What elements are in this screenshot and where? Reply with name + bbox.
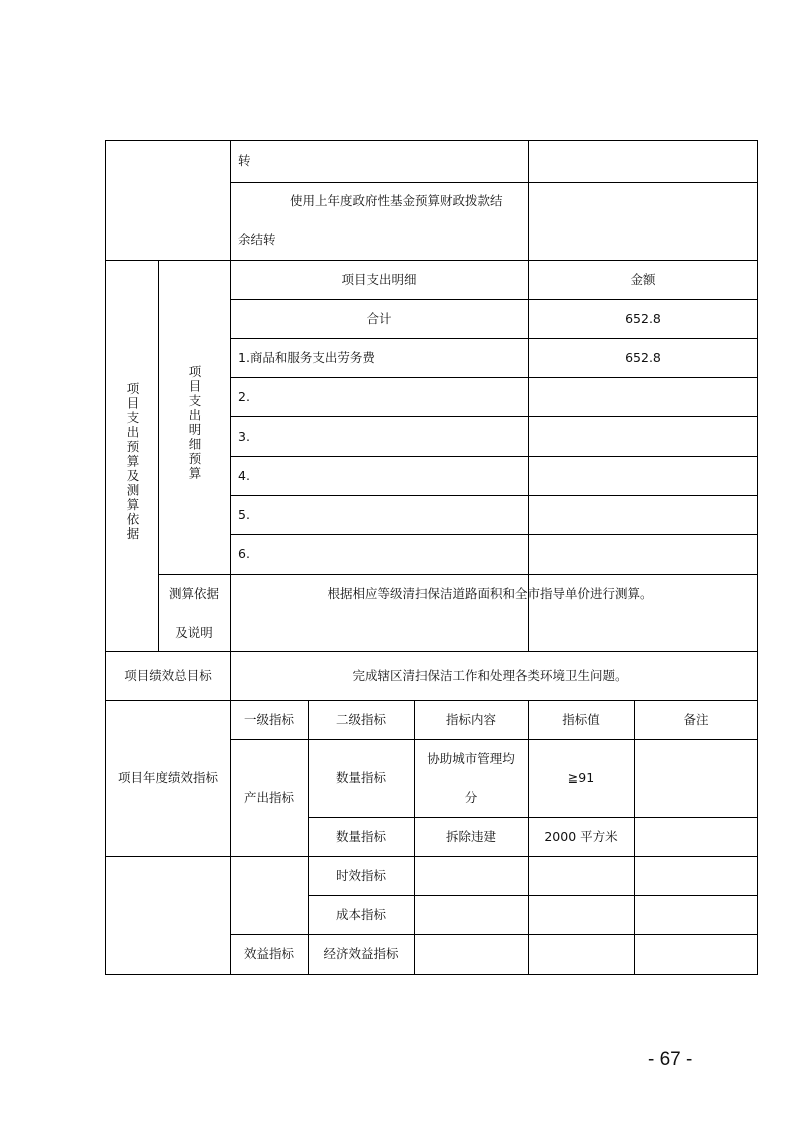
table-row-amount: 652.8 <box>625 350 661 365</box>
benefit-indicator-label: 效益指标 <box>243 946 295 961</box>
table-row-detail: 5. <box>238 507 250 522</box>
table-row-content-line1: 协助城市管理均 <box>427 751 515 766</box>
table-row-total-amount: 652.8 <box>625 311 661 326</box>
table-row-level2: 时效指标 <box>335 868 387 883</box>
goal-label: 项目绩效总目标 <box>124 668 212 683</box>
header-note: 备注 <box>683 712 709 727</box>
table-row-level2: 成本指标 <box>335 907 387 922</box>
table-row-detail: 6. <box>238 546 250 561</box>
header-value: 指标值 <box>562 712 600 727</box>
table-row-value: 2000 平方米 <box>544 829 618 844</box>
carryover-text: 转 <box>238 153 251 168</box>
output-indicator-label: 产出指标 <box>243 790 295 805</box>
table-row-value: ≧91 <box>567 770 595 785</box>
amount-header: 金额 <box>630 272 656 287</box>
detail-header: 项目支出明细 <box>341 272 417 287</box>
gov-fund-carryover-line2: 余结转 <box>238 232 276 247</box>
expense-basis-label: 项目支出预算及测算依据 <box>125 382 140 542</box>
goal-text: 完成辖区清扫保洁工作和处理各类环境卫生问题。 <box>352 668 628 683</box>
gov-fund-carryover-line1: 使用上年度政府性基金预算财政拨款结 <box>290 193 503 208</box>
expense-detail-label: 项目支出明细预算 <box>187 365 202 481</box>
basis-label-line2: 及说明 <box>175 625 213 640</box>
table-row-detail: 2. <box>238 389 250 404</box>
table-row-detail: 1.商品和服务支出劳务费 <box>238 350 375 365</box>
table-row-level2: 经济效益指标 <box>323 946 399 961</box>
annual-indicator-label: 项目年度绩效指标 <box>117 770 219 785</box>
basis-label-line1: 测算依据 <box>168 586 220 601</box>
header-level2: 二级指标 <box>335 712 387 727</box>
table-row-level2: 数量指标 <box>335 829 387 844</box>
page-number: - 67 - <box>648 1049 693 1070</box>
basis-text: 根据相应等级清扫保洁道路面积和全市指导单价进行测算。 <box>327 586 653 601</box>
header-level1: 一级指标 <box>243 712 295 727</box>
table-row-level2: 数量指标 <box>335 770 387 785</box>
table-row-detail: 4. <box>238 468 250 483</box>
table-row-content-line2: 分 <box>464 790 478 805</box>
table-row-content: 拆除违建 <box>445 829 497 844</box>
table-row-detail: 3. <box>238 429 250 444</box>
header-content: 指标内容 <box>445 712 497 727</box>
table-row-total-label: 合计 <box>366 311 392 326</box>
